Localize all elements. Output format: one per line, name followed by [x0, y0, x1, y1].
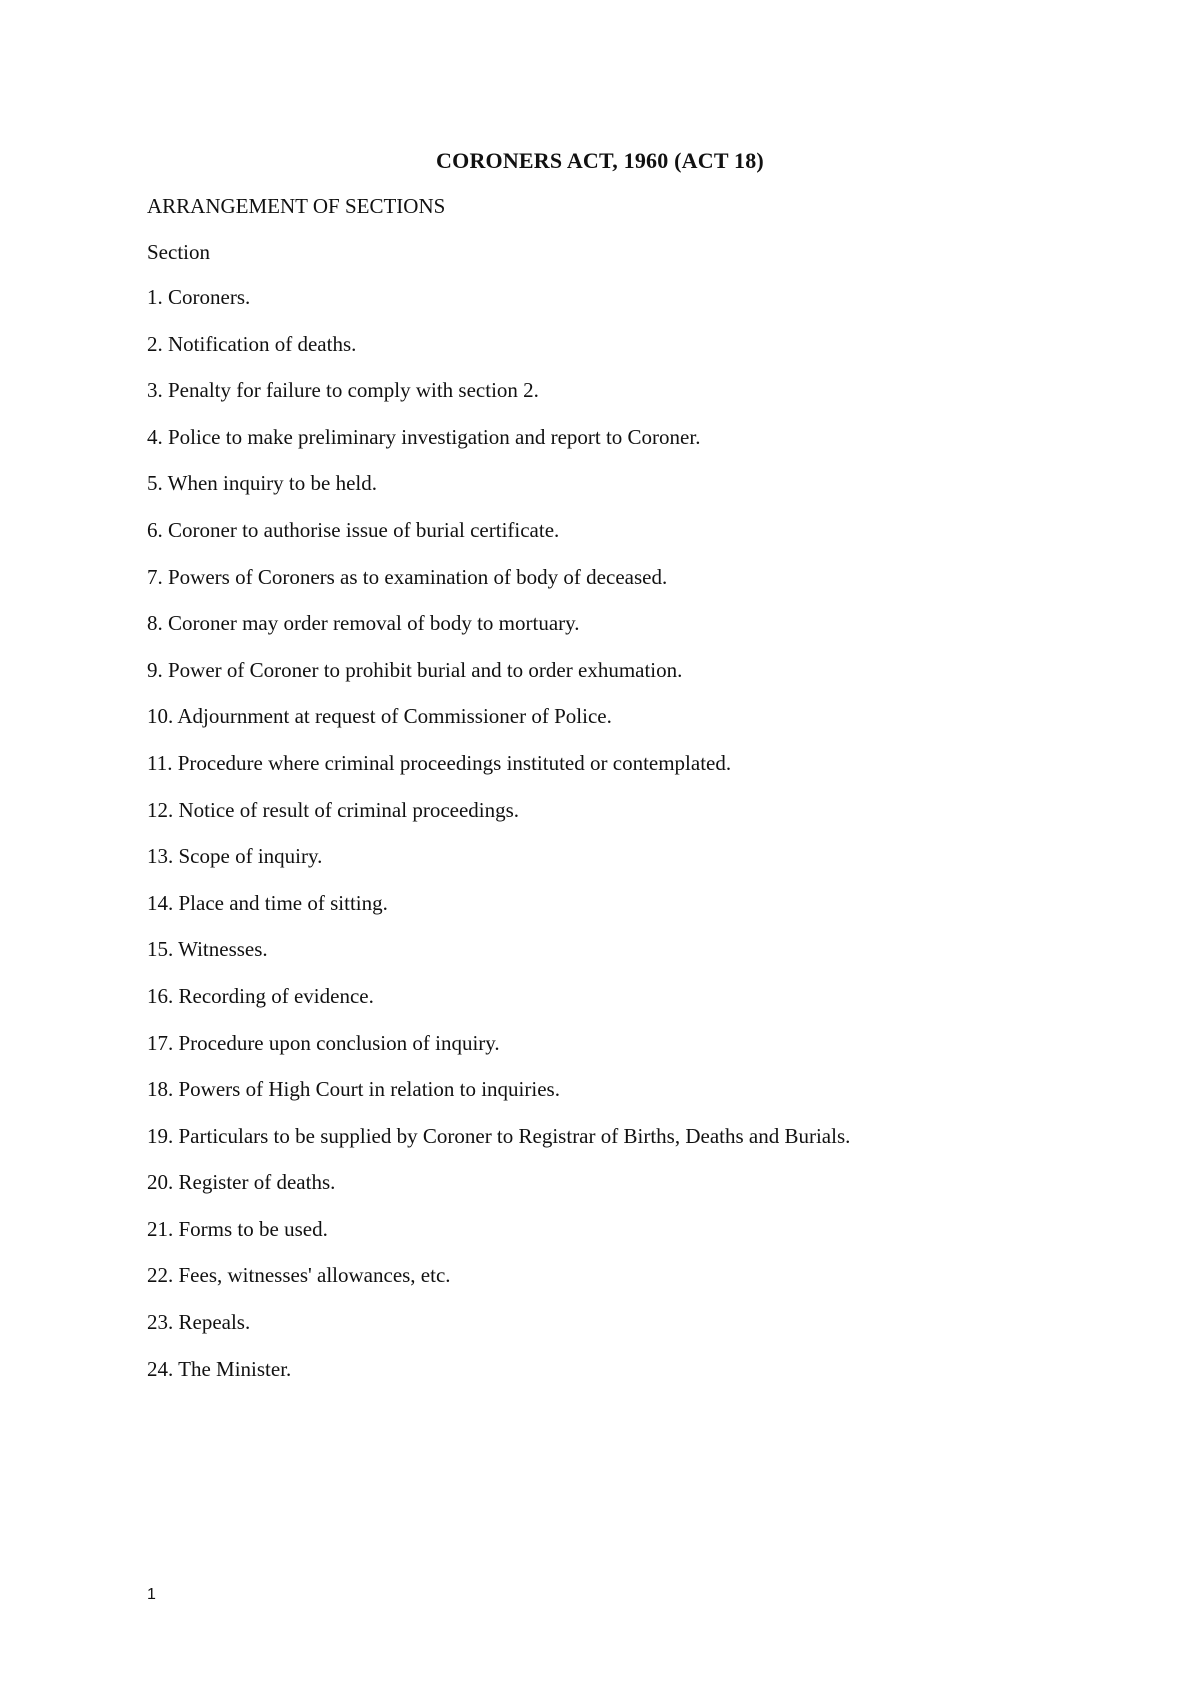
sections-list [147, 285, 850, 1403]
section-item: 14. Place and time of sitting. [147, 890, 388, 915]
section-item: 15. Witnesses. [147, 937, 268, 962]
section-item: 11. Procedure where criminal proceedings instituted or contemplated. [147, 750, 732, 775]
section-item: 22. Fees, witnesses' allowances, etc. [147, 1263, 451, 1288]
section-item: 17. Procedure upon conclusion of inquiry. [147, 1030, 500, 1055]
section-item: 16. Recording of evidence. [147, 983, 374, 1008]
section-item: 1. Coroners. [147, 285, 251, 309]
section-item: 10. Adjournment at request of Commissioner of Police. [147, 704, 612, 729]
section-item: 2. Notification of deaths. [147, 331, 357, 356]
arrangement-heading: ARRANGEMENT OF SECTIONS [147, 194, 446, 218]
section-item: 12. Notice of result of criminal proceedings. [147, 797, 520, 822]
section-item: 20. Register of deaths. [147, 1170, 336, 1195]
section-item: 6. Coroner to authorise issue of burial certificate. [147, 517, 560, 542]
page-number: 1 [147, 1586, 156, 1603]
section-item: 21. Forms to be used. [147, 1216, 328, 1241]
section-label: Section [147, 240, 210, 264]
section-item: 4. Police to make preliminary investigation and report to Coroner. [147, 424, 701, 449]
section-item: 7. Powers of Coroners as to examination of body of deceased. [147, 564, 668, 589]
section-item: 24. The Minister. [147, 1356, 292, 1381]
section-item: 5. When inquiry to be held. [147, 471, 377, 496]
document-title: CORONERS ACT, 1960 (ACT 18) [436, 148, 764, 173]
section-item: 19. Particulars to be supplied by Coroner to Registrar of Births, Deaths and Burials. [147, 1123, 851, 1148]
section-item: 3. Penalty for failure to comply with section 2. [147, 378, 539, 403]
section-item: 18. Powers of High Court in relation to inquiries. [147, 1077, 560, 1102]
section-item: 23. Repeals. [147, 1310, 251, 1335]
section-item: 13. Scope of inquiry. [147, 844, 323, 869]
section-item: 9. Power of Coroner to prohibit burial and to order exhumation. [147, 657, 683, 682]
section-item: 8. Coroner may order removal of body to mortuary. [147, 611, 580, 636]
